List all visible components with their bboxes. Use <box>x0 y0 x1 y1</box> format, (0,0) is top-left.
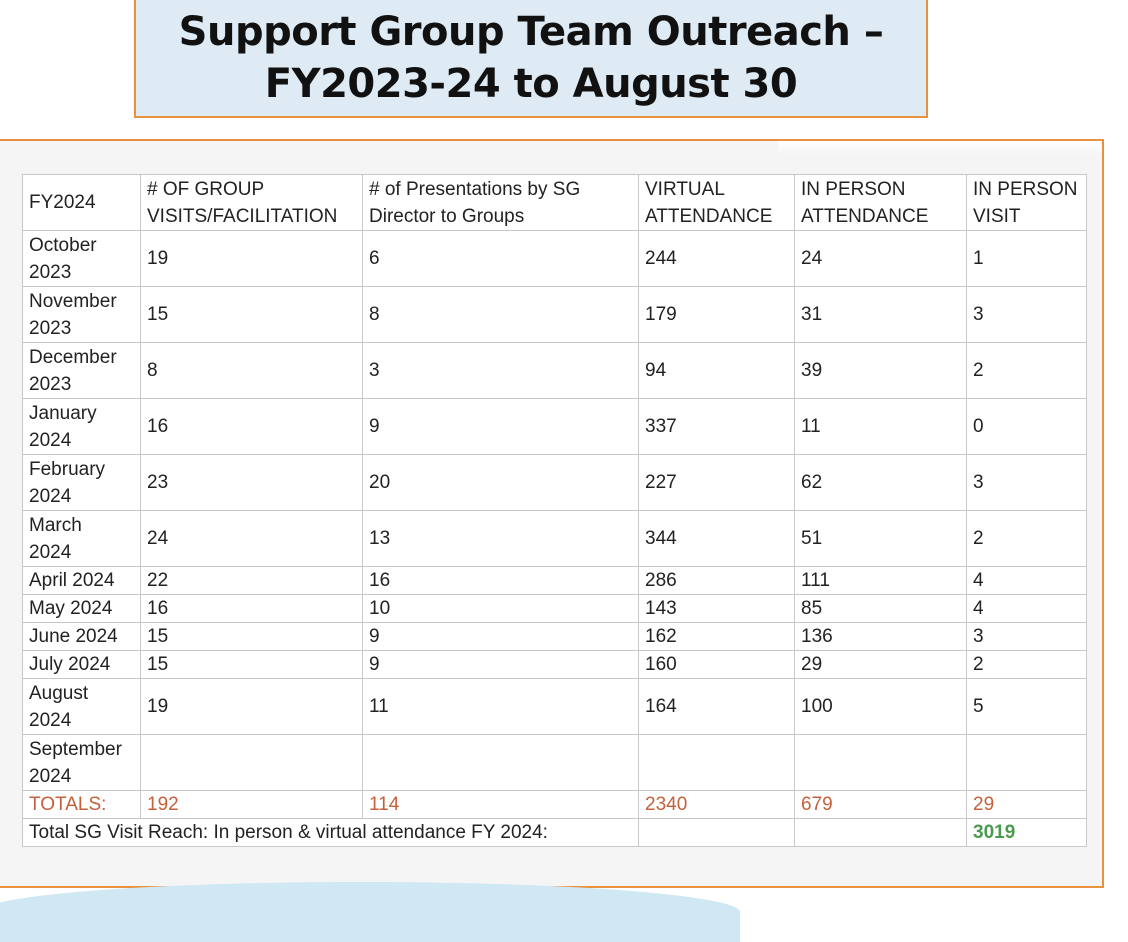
in-person-visit-cell: 1 <box>967 231 1087 287</box>
outreach-table <box>22 174 1087 847</box>
table-row <box>23 511 1087 567</box>
month-cell: May 2024 <box>23 595 141 623</box>
page-title-line-2: FY2023-24 to August 30 <box>264 61 798 107</box>
in-person-attendance-cell: 31 <box>795 287 967 343</box>
header-row <box>23 175 1087 231</box>
in-person-visit-cell: 3 <box>967 455 1087 511</box>
presentations-cell: 16 <box>363 567 639 595</box>
totals-label: TOTALS: <box>23 791 141 819</box>
in-person-attendance-cell: 136 <box>795 623 967 651</box>
panel-shadow-highlight <box>778 141 1102 155</box>
in-person-visit-cell: 2 <box>967 511 1087 567</box>
virtual-cell: 286 <box>639 567 795 595</box>
header-in-person-visit: IN PERSON VISIT <box>967 175 1087 231</box>
reach-empty-cell <box>795 819 967 847</box>
in-person-attendance-cell: 85 <box>795 595 967 623</box>
visits-cell <box>141 735 363 791</box>
month-cell: April 2024 <box>23 567 141 595</box>
header-fy2024: FY2024 <box>23 175 141 231</box>
in-person-attendance-cell: 24 <box>795 231 967 287</box>
header-in-person-attendance: IN PERSON ATTENDANCE <box>795 175 967 231</box>
visits-cell: 24 <box>141 511 363 567</box>
table-row <box>23 399 1087 455</box>
virtual-cell: 244 <box>639 231 795 287</box>
table-row <box>23 735 1087 791</box>
virtual-cell: 344 <box>639 511 795 567</box>
totals-row <box>23 791 1087 819</box>
presentations-cell: 13 <box>363 511 639 567</box>
presentations-cell: 9 <box>363 399 639 455</box>
month-cell: September 2024 <box>23 735 141 791</box>
in-person-visit-cell: 3 <box>967 287 1087 343</box>
month-cell: October 2023 <box>23 231 141 287</box>
month-cell: January 2024 <box>23 399 141 455</box>
month-cell: June 2024 <box>23 623 141 651</box>
visits-cell: 19 <box>141 679 363 735</box>
in-person-attendance-cell: 111 <box>795 567 967 595</box>
title-banner <box>134 0 928 118</box>
table-row <box>23 455 1087 511</box>
visits-cell: 19 <box>141 231 363 287</box>
visits-cell: 15 <box>141 623 363 651</box>
visits-cell: 16 <box>141 595 363 623</box>
virtual-cell <box>639 735 795 791</box>
presentations-cell: 20 <box>363 455 639 511</box>
in-person-attendance-cell: 11 <box>795 399 967 455</box>
in-person-attendance-cell: 100 <box>795 679 967 735</box>
table-row <box>23 595 1087 623</box>
month-cell: December 2023 <box>23 343 141 399</box>
in-person-attendance-cell: 51 <box>795 511 967 567</box>
table-row <box>23 231 1087 287</box>
in-person-attendance-cell: 39 <box>795 343 967 399</box>
in-person-visit-cell: 4 <box>967 595 1087 623</box>
header-virtual-attendance: VIRTUAL ATTENDANCE <box>639 175 795 231</box>
totals-presentations: 114 <box>363 791 639 819</box>
visits-cell: 22 <box>141 567 363 595</box>
presentations-cell: 9 <box>363 623 639 651</box>
decorative-wave <box>0 882 740 942</box>
virtual-cell: 227 <box>639 455 795 511</box>
month-cell: March 2024 <box>23 511 141 567</box>
table-row <box>23 651 1087 679</box>
presentations-cell <box>363 735 639 791</box>
in-person-visit-cell: 4 <box>967 567 1087 595</box>
in-person-visit-cell: 0 <box>967 399 1087 455</box>
month-cell: February 2024 <box>23 455 141 511</box>
in-person-visit-cell: 5 <box>967 679 1087 735</box>
virtual-cell: 143 <box>639 595 795 623</box>
reach-empty-cell <box>639 819 795 847</box>
month-cell: July 2024 <box>23 651 141 679</box>
visits-cell: 15 <box>141 651 363 679</box>
header-presentations: # of Presentations by SG Director to Groups <box>363 175 639 231</box>
table-row <box>23 567 1087 595</box>
visits-cell: 15 <box>141 287 363 343</box>
virtual-cell: 94 <box>639 343 795 399</box>
virtual-cell: 162 <box>639 623 795 651</box>
in-person-attendance-cell: 29 <box>795 651 967 679</box>
reach-label: Total SG Visit Reach: In person & virtual attendance FY 2024: <box>23 819 639 847</box>
visits-cell: 23 <box>141 455 363 511</box>
in-person-visit-cell: 2 <box>967 651 1087 679</box>
in-person-visit-cell <box>967 735 1087 791</box>
visits-cell: 16 <box>141 399 363 455</box>
totals-virtual: 2340 <box>639 791 795 819</box>
virtual-cell: 179 <box>639 287 795 343</box>
visits-cell: 8 <box>141 343 363 399</box>
presentations-cell: 3 <box>363 343 639 399</box>
virtual-cell: 337 <box>639 399 795 455</box>
totals-in-person-attendance: 679 <box>795 791 967 819</box>
in-person-visit-cell: 3 <box>967 623 1087 651</box>
virtual-cell: 164 <box>639 679 795 735</box>
in-person-visit-cell: 2 <box>967 343 1087 399</box>
table-row <box>23 679 1087 735</box>
reach-total-value: 3019 <box>967 819 1087 847</box>
presentations-cell: 10 <box>363 595 639 623</box>
presentations-cell: 8 <box>363 287 639 343</box>
page-title-line-1: Support Group Team Outreach – <box>178 9 884 55</box>
virtual-cell: 160 <box>639 651 795 679</box>
presentations-cell: 9 <box>363 651 639 679</box>
table-row <box>23 623 1087 651</box>
in-person-attendance-cell <box>795 735 967 791</box>
in-person-attendance-cell: 62 <box>795 455 967 511</box>
presentations-cell: 6 <box>363 231 639 287</box>
month-cell: August 2024 <box>23 679 141 735</box>
table-row <box>23 287 1087 343</box>
header-group-visits: # OF GROUP VISITS/FACILITATION <box>141 175 363 231</box>
totals-visits: 192 <box>141 791 363 819</box>
totals-in-person-visit: 29 <box>967 791 1087 819</box>
presentations-cell: 11 <box>363 679 639 735</box>
table-row <box>23 343 1087 399</box>
month-cell: November 2023 <box>23 287 141 343</box>
reach-row <box>23 819 1087 847</box>
